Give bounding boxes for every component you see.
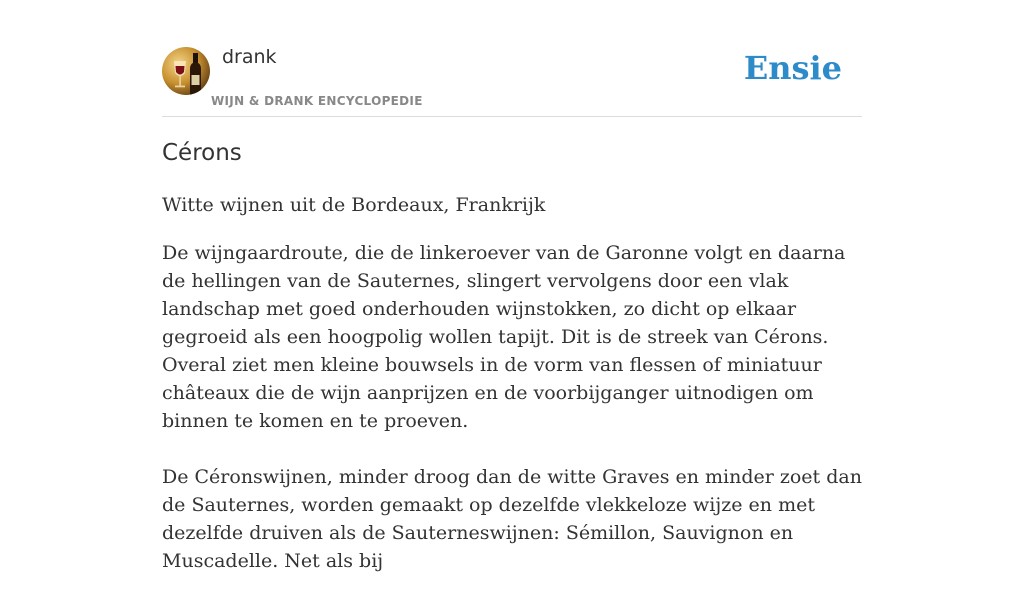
page-title: Cérons [162, 140, 242, 166]
article-paragraph: De wijngaardroute, die de linkeroever van de Garonne volgt en daarna de hellingen van de Sauternes, slingert vervolgens door een vlak landschap met goed onderhouden wijnstokken, zo dicht op elkaar gegroeid als een hoogpolig wollen tapijt. Dit is de streek van Cérons. Overal ziet men kleine bouwsels in de vorm van flessen of miniatuur châteaux die de wijn aanprijzen en de voorbijganger uitnodigen om binnen te komen en te proeven. [162, 242, 846, 432]
article-paragraph: De Céronswijnen, minder droog dan de witte Graves en minder zoet dan de Sauternes, worden gemaakt op dezelfde vlekkeloze wijze en met dezelfde druiven als de Sauterneswijnen: Sémillon, Sauvignon en Muscadelle. Net als bij [162, 466, 862, 572]
site-subtitle: WIJN & DRANK ENCYCLOPEDIE [211, 94, 423, 108]
article-body [162, 239, 862, 603]
article-subtitle: Witte wijnen uit de Bordeaux, Frankrijk [162, 194, 546, 216]
site-name-link[interactable]: drank [222, 46, 277, 68]
header [162, 0, 862, 117]
wine-bottle-icon[interactable] [162, 47, 210, 95]
page [162, 0, 862, 572]
brand-logo-link[interactable]: Ensie [743, 49, 842, 87]
